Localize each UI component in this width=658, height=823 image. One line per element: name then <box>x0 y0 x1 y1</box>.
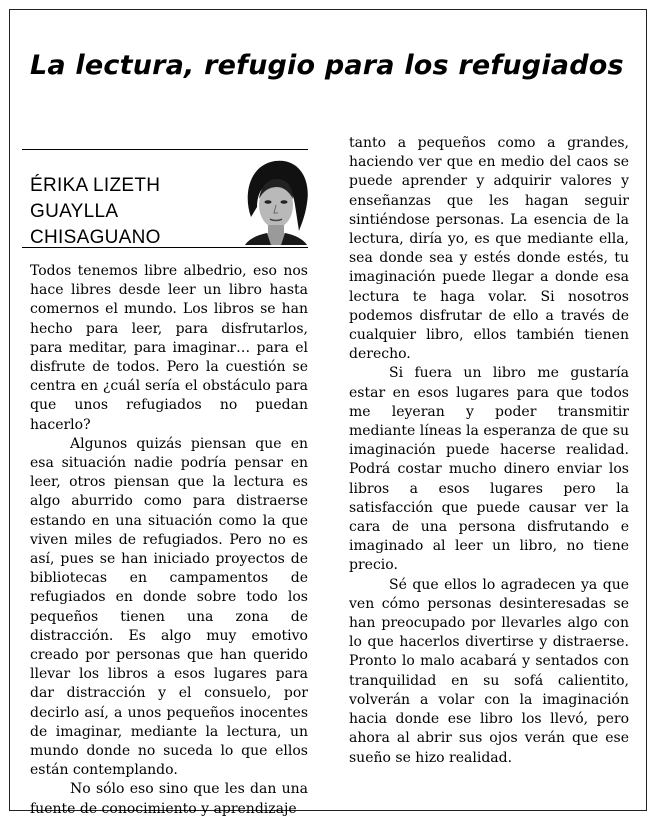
article-column-right <box>349 134 629 768</box>
article-title: La lectura, refugio para los refugiados <box>30 50 624 81</box>
article-paragraph: Sé que ellos lo agradecen ya que ven cómo personas desinteresadas se han preocupado por llevarles algo con lo que hacerlos divertirse y distraerse. Pronto lo malo acabará y sentados con tranquilidad en su sofá calientito, volverán a volar con la imaginación hacia donde ese libro los llevó, pero ahora al abrir sus ojos verán que ese sueño se hizo realidad. <box>349 576 629 766</box>
author-name-line: CHISAGUANO <box>30 227 161 248</box>
author-name-line: GUAYLLA <box>30 201 119 222</box>
article-paragraph: Algunos quizás piensan que en esa situación nadie podría pensar en leer, otros piensan que la lectura es algo aburrido como para distraerse estando en una situación como la que viven miles de refugiados. Pero no es así, pues se han iniciado proyectos de bibliotecas en campamentos de refugiados en donde sobre todo los pequeños tienen una zona de distracción. Es algo muy emotivo creado por personas que han querido llevar los libros a esos lugares para dar distracción y el consuelo, por decirlo así, a unos pequeños inocentes de imaginar, mediante la lectura, un mundo donde no suceda lo que ellos están contemplando. <box>30 435 308 779</box>
article-paragraph: Todos tenemos libre albedrio, eso nos hace libres desde leer un libro hasta comernos el mundo. Los libros se han hecho para leer, para disfrutarlos, para meditar, para imaginar… para el disfrute de todos. Pero la cuestión se centra en ¿cuál sería el obstáculo para que unos refugiados no puedan hacerlo? <box>30 263 308 433</box>
article-paragraph: tanto a pequeños como a grandes, haciendo ver que en medio del caos se puede aprender y adquirir valores y enseñanzas que les hagan seguir sintiéndose personas. La esencia de la lectura, diría yo, es que mediante ella, sea donde sea y estés donde estés, tu imaginación puede llegar a donde esa lectura te haga volar. Si nosotros podemos disfrutar de ello a través de cualquier libro, ellos también tienen derecho. <box>349 135 629 363</box>
article-paragraph: Si fuera un libro me gustaría estar en esos lugares para que todos me leyeran y poder transmitir mediante líneas la esperanza de que su imaginación puede hacerse realidad. Podrá costar mucho dinero enviar los libros a esos lugares pero la satisfacción que puede causar ver la cara de una persona disfrutando e imaginado al leer un libro, no tiene precio. <box>349 365 629 574</box>
author-byline <box>22 149 308 248</box>
author-photo <box>237 155 315 245</box>
author-name-line: ÉRIKA LIZETH <box>30 175 161 196</box>
article-column-left <box>30 262 308 819</box>
author-name <box>30 173 161 251</box>
article-paragraph: No sólo eso sino que les dan una fuente de conocimiento y aprendizaje <box>30 781 308 817</box>
